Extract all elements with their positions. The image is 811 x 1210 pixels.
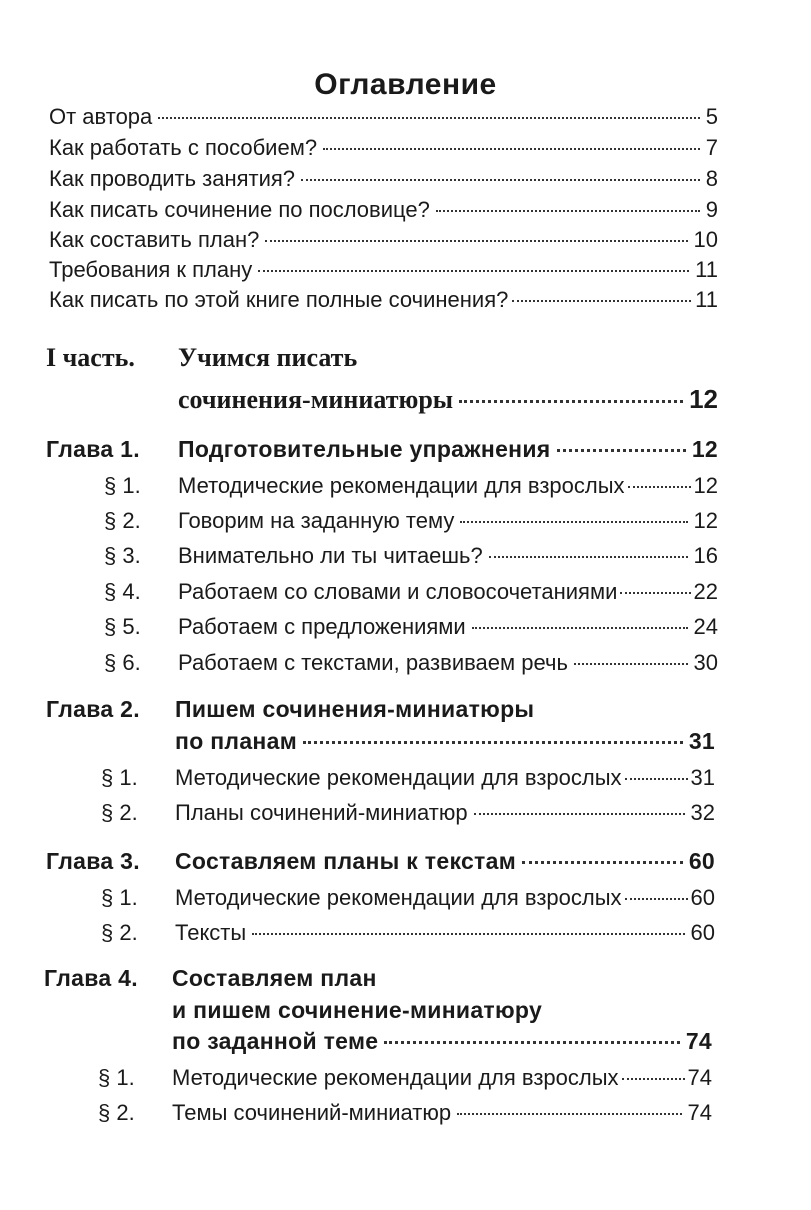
toc-entry[interactable] xyxy=(49,287,718,313)
entry-text: Как работать с пособием? xyxy=(49,135,318,160)
toc-entry[interactable] xyxy=(49,227,718,253)
chapter-page: 60 xyxy=(688,848,715,874)
section-text: Внимательно ли ты читаешь? xyxy=(178,543,483,568)
dot-leader xyxy=(622,1078,685,1080)
section-page: 22 xyxy=(693,579,718,604)
dot-leader xyxy=(457,1113,681,1115)
section-text: Темы сочинений-миниатюр xyxy=(172,1100,452,1125)
dot-leader xyxy=(557,449,686,452)
dot-leader xyxy=(512,300,691,302)
section-page: 12 xyxy=(693,508,718,533)
toc-entry[interactable] xyxy=(49,166,718,192)
section-entry[interactable] xyxy=(178,579,718,605)
section-page: 31 xyxy=(690,765,715,790)
dot-leader xyxy=(158,117,699,119)
section-number: § 2. xyxy=(101,800,138,825)
chapter-label: Глава 4. xyxy=(44,965,138,991)
part-label: I часть. xyxy=(46,343,135,372)
dot-leader xyxy=(301,179,700,181)
dot-leader xyxy=(460,521,687,523)
section-entry[interactable] xyxy=(178,614,718,640)
chapter-entry[interactable] xyxy=(175,848,715,875)
chapter-entry[interactable] xyxy=(172,1028,712,1055)
entry-text: Как составить план? xyxy=(49,227,260,252)
toc-entry[interactable] xyxy=(49,197,718,223)
section-entry[interactable] xyxy=(178,650,718,676)
section-entry[interactable] xyxy=(175,885,715,911)
part-title: Учимся писать xyxy=(178,343,358,372)
section-entry[interactable] xyxy=(172,1100,712,1126)
chapter-label: Глава 2. xyxy=(46,696,140,722)
chapter-title-line: по заданной теме xyxy=(172,1028,379,1054)
dot-leader xyxy=(620,592,690,594)
section-number: § 1. xyxy=(98,1065,135,1090)
section-text: Работаем с предложениями xyxy=(178,614,466,639)
dot-leader xyxy=(628,486,691,488)
dot-leader xyxy=(252,933,684,935)
section-number: § 1. xyxy=(104,473,141,498)
dot-leader xyxy=(625,778,688,780)
toc-entry[interactable] xyxy=(49,104,718,130)
section-number: § 3. xyxy=(104,543,141,568)
section-page: 32 xyxy=(690,800,715,825)
section-entry[interactable] xyxy=(172,1065,712,1091)
section-page: 30 xyxy=(693,650,718,675)
entry-text: От автора xyxy=(49,104,153,129)
dot-leader xyxy=(258,270,689,272)
entry-page: 5 xyxy=(705,104,718,129)
dot-leader xyxy=(459,400,683,403)
section-number: § 2. xyxy=(104,508,141,533)
entry-text: Требования к плану xyxy=(49,257,253,282)
part-page: 12 xyxy=(689,384,718,414)
section-text: Планы сочинений-миниатюр xyxy=(175,800,468,825)
entry-page: 10 xyxy=(693,227,718,252)
section-text: Работаем с текстами, развиваем речь xyxy=(178,650,568,675)
section-number: § 6. xyxy=(104,650,141,675)
section-page: 60 xyxy=(690,920,715,945)
section-entry[interactable] xyxy=(178,543,718,569)
section-page: 16 xyxy=(693,543,718,568)
section-page: 74 xyxy=(687,1100,712,1125)
dot-leader xyxy=(574,663,688,665)
dot-leader xyxy=(489,556,688,558)
entry-page: 9 xyxy=(705,197,718,222)
section-number: § 5. xyxy=(104,614,141,639)
dot-leader xyxy=(384,1041,679,1044)
chapter-title-line: и пишем сочинение-миниатюру xyxy=(172,997,543,1023)
part-title-line: сочинения-миниатюры xyxy=(178,385,454,414)
chapter-title: Подготовительные упражнения xyxy=(178,436,551,462)
chapter-title: Составляем план xyxy=(172,965,377,991)
section-entry[interactable] xyxy=(178,473,718,499)
entry-page: 7 xyxy=(705,135,718,160)
section-entry[interactable] xyxy=(175,765,715,791)
chapter-title-line: по планам xyxy=(175,728,298,754)
chapter-title: Составляем планы к текстам xyxy=(175,848,517,874)
entry-page: 11 xyxy=(695,257,718,282)
section-number: § 2. xyxy=(101,920,138,945)
toc-entry[interactable] xyxy=(49,135,718,161)
chapter-page: 31 xyxy=(688,728,715,754)
dot-leader xyxy=(625,898,688,900)
section-entry[interactable] xyxy=(178,508,718,534)
dot-leader xyxy=(474,813,685,815)
section-text: Говорим на заданную тему xyxy=(178,508,455,533)
section-number: § 1. xyxy=(101,885,138,910)
section-number: § 4. xyxy=(104,579,141,604)
section-page: 12 xyxy=(693,473,718,498)
section-page: 74 xyxy=(687,1065,712,1090)
section-entry[interactable] xyxy=(175,920,715,946)
entry-text: Как писать по этой книге полные сочинения? xyxy=(49,287,509,312)
section-text: Методические рекомендации для взрослых xyxy=(178,473,625,498)
section-text: Методические рекомендации для взрослых xyxy=(175,765,622,790)
chapter-page: 74 xyxy=(685,1028,712,1054)
dot-leader xyxy=(265,240,687,242)
section-text: Тексты xyxy=(175,920,247,945)
entry-text: Как проводить занятия? xyxy=(49,166,296,191)
chapter-page: 12 xyxy=(691,436,718,462)
section-page: 60 xyxy=(690,885,715,910)
dot-leader xyxy=(472,627,688,629)
toc-entry[interactable] xyxy=(49,257,718,283)
dot-leader xyxy=(303,741,683,744)
entry-page: 11 xyxy=(695,287,718,312)
section-text: Методические рекомендации для взрослых xyxy=(175,885,622,910)
section-text: Методические рекомендации для взрослых xyxy=(172,1065,619,1090)
section-page: 24 xyxy=(693,614,718,639)
section-text: Работаем со словами и словосочетаниями xyxy=(178,579,618,604)
page-title: Оглавление xyxy=(314,68,497,101)
part-entry[interactable] xyxy=(178,384,718,415)
entry-text: Как писать сочинение по пословице? xyxy=(49,197,430,222)
chapter-entry[interactable] xyxy=(178,436,718,463)
chapter-title: Пишем сочинения-миниатюры xyxy=(175,696,535,722)
dot-leader xyxy=(436,210,700,212)
dot-leader xyxy=(323,148,700,150)
dot-leader xyxy=(522,861,683,864)
chapter-label: Глава 3. xyxy=(46,848,140,874)
section-number: § 1. xyxy=(101,765,138,790)
chapter-entry[interactable] xyxy=(175,728,715,755)
section-number: § 2. xyxy=(98,1100,135,1125)
chapter-label: Глава 1. xyxy=(46,436,140,462)
section-entry[interactable] xyxy=(175,800,715,826)
entry-page: 8 xyxy=(705,166,718,191)
